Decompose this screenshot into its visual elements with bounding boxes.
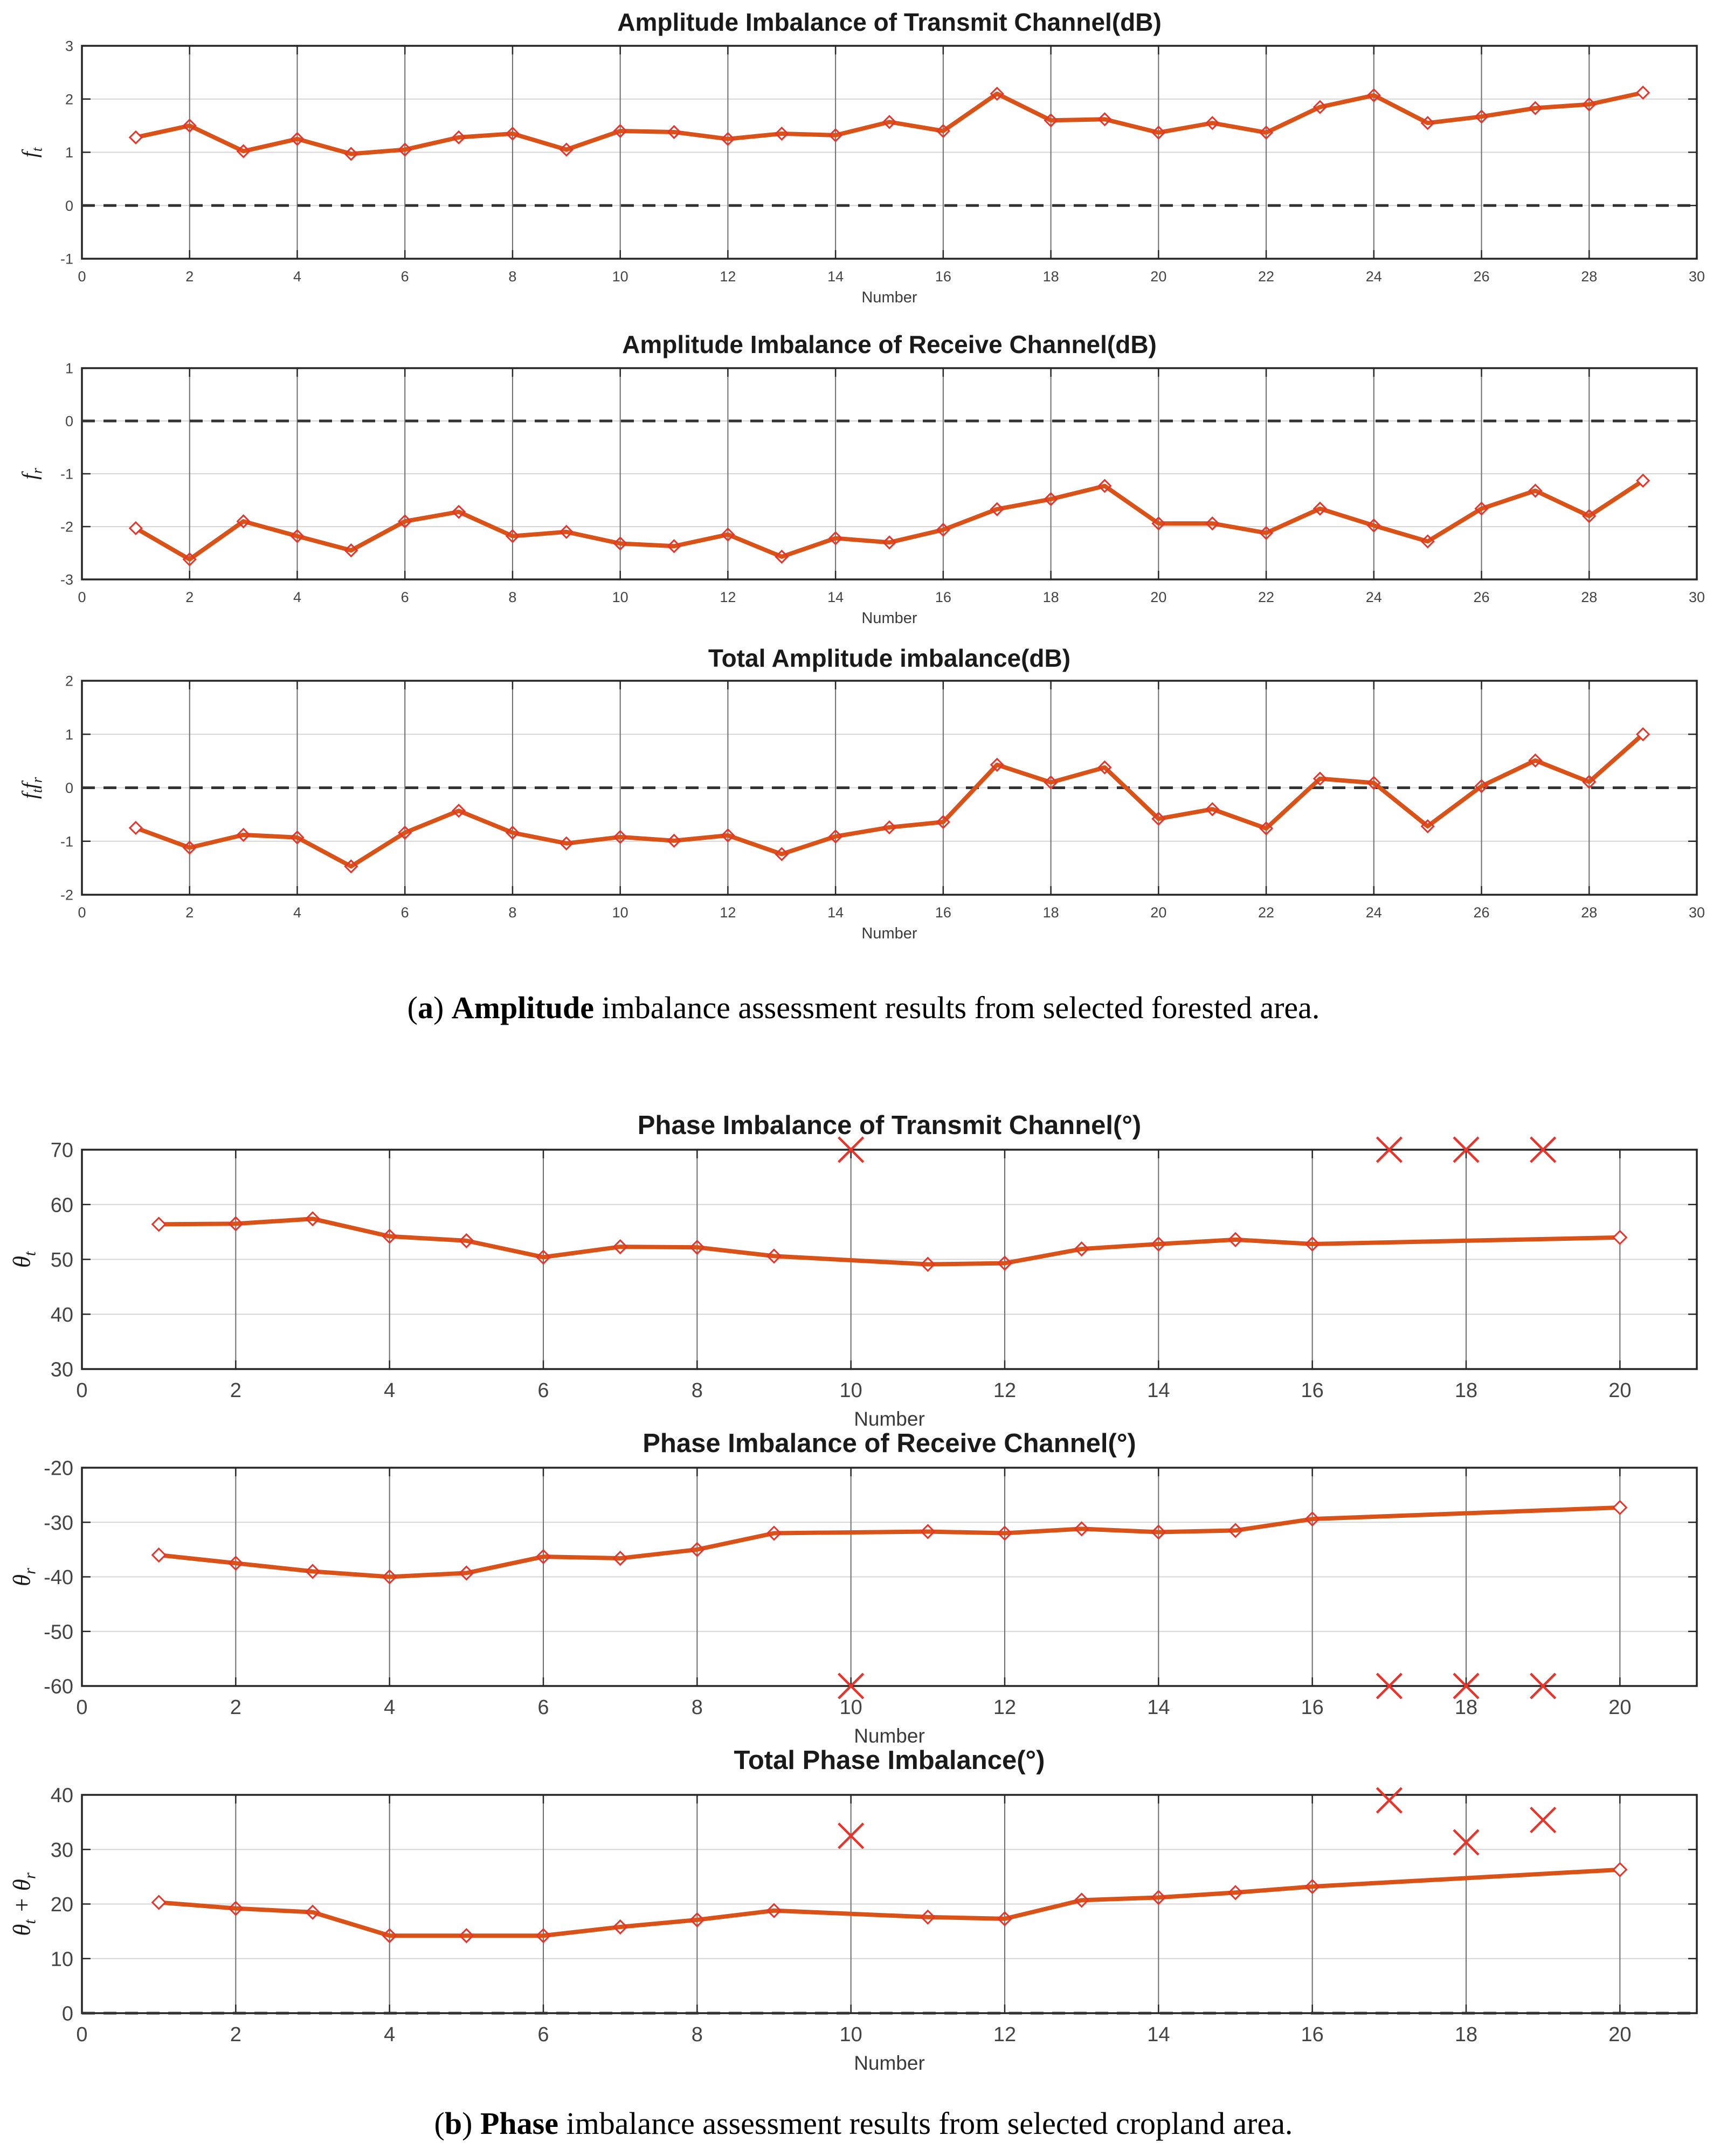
x-tick-label: 4 bbox=[293, 904, 301, 921]
caption-segment: imbalance assessment results from selected cropland area. bbox=[558, 2106, 1293, 2141]
x-tick-label: 30 bbox=[1688, 589, 1705, 605]
chart-plot-4 bbox=[44, 1457, 1697, 1719]
x-tick-label: 10 bbox=[612, 268, 628, 285]
x-tick-label: 20 bbox=[1150, 268, 1167, 285]
x-tick-label: 8 bbox=[508, 268, 517, 285]
y-tick-label: 2 bbox=[65, 91, 73, 108]
chart-title-phase-receive: Phase Imbalance of Receive Channel(°) bbox=[643, 1429, 1136, 1458]
diamond-marker bbox=[153, 1218, 165, 1231]
caption-b bbox=[0, 2105, 1727, 2141]
x-tick-label: 10 bbox=[612, 589, 628, 605]
x-tick-label: 2 bbox=[185, 589, 194, 605]
x-tick-label: 28 bbox=[1581, 589, 1598, 605]
x-axis-label-4: Number bbox=[854, 1725, 925, 1747]
y-tick-label: -20 bbox=[44, 1457, 73, 1480]
x-tick-label: 16 bbox=[1301, 2023, 1324, 2046]
chart-title-phase-total: Total Phase Imbalance(°) bbox=[734, 1746, 1045, 1775]
x-tick-label: 6 bbox=[537, 1696, 549, 1719]
y-tick-label: -60 bbox=[44, 1675, 73, 1698]
x-tick-label: 18 bbox=[1042, 904, 1059, 921]
x-tick-label: 14 bbox=[827, 904, 844, 921]
x-tick-label: 24 bbox=[1365, 268, 1382, 285]
y-tick-label: 40 bbox=[50, 1784, 73, 1807]
x-tick-label: 2 bbox=[230, 1379, 241, 1402]
y-tick-label: -1 bbox=[60, 251, 73, 267]
x-tick-label: 28 bbox=[1581, 904, 1598, 921]
y-tick-label: -2 bbox=[60, 519, 73, 535]
y-tick-label: -40 bbox=[44, 1566, 73, 1590]
data-line bbox=[159, 1870, 1620, 1936]
x-tick-label: 24 bbox=[1365, 904, 1382, 921]
data-line bbox=[136, 93, 1643, 154]
caption-segment: ( bbox=[407, 990, 418, 1025]
x-axis-label-1: Number bbox=[861, 610, 917, 627]
y-tick-label: -1 bbox=[60, 833, 73, 850]
x-axis-label-5: Number bbox=[854, 2052, 925, 2074]
x-tick-label: 20 bbox=[1608, 1379, 1632, 1402]
x-tick-label: 22 bbox=[1258, 589, 1275, 605]
y-tick-label: 30 bbox=[50, 1839, 73, 1862]
x-tick-label: 0 bbox=[78, 589, 86, 605]
x-tick-label: 12 bbox=[993, 1379, 1017, 1402]
caption-segment: a bbox=[417, 990, 433, 1025]
diamond-marker bbox=[1613, 1501, 1626, 1514]
caption-a bbox=[0, 990, 1727, 1026]
x-tick-label: 6 bbox=[537, 1379, 549, 1402]
x-tick-label: 0 bbox=[78, 268, 86, 285]
x-tick-label: 26 bbox=[1473, 268, 1490, 285]
x-tick-label: 6 bbox=[400, 589, 409, 605]
x-tick-label: 12 bbox=[993, 2023, 1017, 2046]
x-tick-label: 8 bbox=[691, 1379, 703, 1402]
x-tick-label: 26 bbox=[1473, 904, 1490, 921]
chart-title-amplitude-receive: Amplitude Imbalance of Receive Channel(dB) bbox=[622, 330, 1157, 358]
x-tick-label: 8 bbox=[508, 589, 517, 605]
y-tick-label: 3 bbox=[65, 38, 73, 54]
x-tick-label: 4 bbox=[293, 589, 301, 605]
y-axis-label-5: $\theta_t + \theta_r$ bbox=[8, 1872, 39, 1936]
x-tick-label: 20 bbox=[1150, 904, 1167, 921]
x-tick-label: 6 bbox=[400, 904, 409, 921]
x-tick-label: 16 bbox=[1301, 1379, 1324, 1402]
chart-plot-0 bbox=[60, 38, 1705, 285]
y-tick-label: 40 bbox=[50, 1303, 73, 1326]
x-tick-label: 18 bbox=[1454, 2023, 1478, 2046]
y-tick-label: -50 bbox=[44, 1621, 73, 1644]
diamond-marker bbox=[1613, 1863, 1626, 1876]
x-tick-label: 28 bbox=[1581, 268, 1598, 285]
x-tick-label: 30 bbox=[1688, 268, 1705, 285]
y-tick-label: 0 bbox=[61, 2002, 73, 2026]
y-tick-label: 1 bbox=[65, 144, 73, 161]
x-tick-label: 14 bbox=[1147, 2023, 1170, 2046]
diamond-marker bbox=[153, 1896, 165, 1909]
y-tick-label: -2 bbox=[60, 887, 73, 903]
x-tick-label: 2 bbox=[185, 268, 194, 285]
x-tick-label: 30 bbox=[1688, 904, 1705, 921]
y-tick-label: 0 bbox=[65, 197, 73, 214]
x-tick-label: 2 bbox=[230, 1696, 241, 1719]
x-tick-label: 18 bbox=[1042, 589, 1059, 605]
diamond-marker bbox=[153, 1549, 165, 1561]
x-tick-label: 2 bbox=[230, 2023, 241, 2046]
diamond-marker bbox=[130, 132, 142, 143]
x-tick-label: 26 bbox=[1473, 589, 1490, 605]
x-tick-label: 0 bbox=[76, 1696, 88, 1719]
diamond-marker bbox=[1637, 87, 1649, 99]
x-tick-label: 4 bbox=[293, 268, 301, 285]
x-tick-label: 22 bbox=[1258, 904, 1275, 921]
x-tick-label: 12 bbox=[720, 268, 736, 285]
caption-segment: ( bbox=[434, 2106, 445, 2141]
x-tick-label: 20 bbox=[1150, 589, 1167, 605]
data-line bbox=[159, 1219, 1620, 1264]
x-tick-label: 14 bbox=[1147, 1379, 1170, 1402]
x-axis-label-2: Number bbox=[861, 925, 917, 942]
x-tick-label: 8 bbox=[691, 2023, 703, 2046]
x-tick-label: 4 bbox=[384, 1696, 396, 1719]
x-tick-label: 18 bbox=[1042, 268, 1059, 285]
x-tick-label: 0 bbox=[76, 2023, 88, 2046]
x-tick-label: 22 bbox=[1258, 268, 1275, 285]
y-tick-label: 0 bbox=[65, 413, 73, 430]
caption-segment: b bbox=[444, 2106, 462, 2141]
chart-title-amplitude-total: Total Amplitude imbalance(dB) bbox=[708, 644, 1071, 672]
y-tick-label: 10 bbox=[50, 1948, 73, 1971]
x-tick-label: 10 bbox=[839, 1696, 862, 1719]
x-tick-label: 16 bbox=[935, 268, 951, 285]
y-tick-label: 50 bbox=[50, 1249, 73, 1272]
y-tick-label: 30 bbox=[50, 1358, 73, 1381]
y-axis-label-4: $\theta_r$ bbox=[8, 1567, 39, 1586]
chart-plot-5 bbox=[51, 1785, 1697, 2046]
caption-segment: imbalance assessment results from selected forested area. bbox=[594, 990, 1320, 1025]
chart-title-amplitude-transmit: Amplitude Imbalance of Transmit Channel(dB) bbox=[617, 8, 1162, 36]
y-tick-label: -30 bbox=[44, 1511, 73, 1535]
data-line bbox=[136, 734, 1643, 866]
x-tick-label: 0 bbox=[78, 904, 86, 921]
x-tick-label: 8 bbox=[508, 904, 517, 921]
y-axis-label-0: $f_t$ bbox=[17, 147, 45, 157]
caption-segment: ) bbox=[462, 2106, 480, 2141]
caption-segment: ) bbox=[433, 990, 452, 1025]
x-tick-label: 18 bbox=[1454, 1696, 1478, 1719]
x-tick-label: 12 bbox=[993, 1696, 1017, 1719]
chart-plot-1 bbox=[60, 361, 1705, 605]
x-tick-label: 8 bbox=[691, 1696, 703, 1719]
y-tick-label: 20 bbox=[50, 1894, 73, 1917]
y-tick-label: 60 bbox=[50, 1194, 73, 1217]
x-tick-label: 24 bbox=[1365, 589, 1382, 605]
y-axis-label-3: $\theta_t$ bbox=[8, 1251, 39, 1268]
x-tick-label: 12 bbox=[720, 904, 736, 921]
caption-segment: Phase bbox=[480, 2106, 558, 2141]
x-axis-label-3: Number bbox=[854, 1408, 925, 1430]
x-tick-label: 2 bbox=[185, 904, 194, 921]
x-tick-label: 16 bbox=[935, 904, 951, 921]
diamond-marker bbox=[1613, 1231, 1626, 1244]
chart-plot-2 bbox=[60, 673, 1705, 921]
x-tick-label: 16 bbox=[935, 589, 951, 605]
x-tick-label: 20 bbox=[1608, 2023, 1632, 2046]
chart-title-phase-transmit: Phase Imbalance of Transmit Channel(°) bbox=[637, 1111, 1142, 1140]
x-tick-label: 6 bbox=[537, 2023, 549, 2046]
x-tick-label: 14 bbox=[827, 268, 844, 285]
x-tick-label: 4 bbox=[384, 1379, 396, 1402]
x-tick-label: 18 bbox=[1454, 1379, 1478, 1402]
y-tick-label: -1 bbox=[60, 466, 73, 482]
y-tick-label: 0 bbox=[65, 780, 73, 797]
data-line bbox=[159, 1508, 1620, 1577]
x-tick-label: 14 bbox=[1147, 1696, 1170, 1719]
y-tick-label: 2 bbox=[65, 673, 73, 689]
x-tick-label: 4 bbox=[384, 2023, 396, 2046]
diamond-marker bbox=[130, 822, 142, 834]
x-tick-label: 6 bbox=[400, 268, 409, 285]
y-axis-label-2: $f_tf_r$ bbox=[17, 777, 45, 799]
y-tick-label: -3 bbox=[60, 571, 73, 588]
x-tick-label: 16 bbox=[1301, 1696, 1324, 1719]
caption-segment: Amplitude bbox=[451, 990, 595, 1025]
x-tick-label: 14 bbox=[827, 589, 844, 605]
x-axis-label-0: Number bbox=[861, 289, 917, 306]
chart-plot-3 bbox=[51, 1137, 1697, 1402]
x-tick-label: 0 bbox=[76, 1379, 88, 1402]
x-tick-label: 10 bbox=[839, 2023, 862, 2046]
x-tick-label: 10 bbox=[839, 1379, 862, 1402]
y-axis-label-1: $f_r$ bbox=[17, 468, 45, 480]
y-tick-label: 70 bbox=[50, 1139, 73, 1162]
y-tick-label: 1 bbox=[65, 726, 73, 743]
y-tick-label: 1 bbox=[65, 360, 73, 377]
x-tick-label: 12 bbox=[720, 589, 736, 605]
x-tick-label: 20 bbox=[1608, 1696, 1632, 1719]
x-tick-label: 10 bbox=[612, 904, 628, 921]
